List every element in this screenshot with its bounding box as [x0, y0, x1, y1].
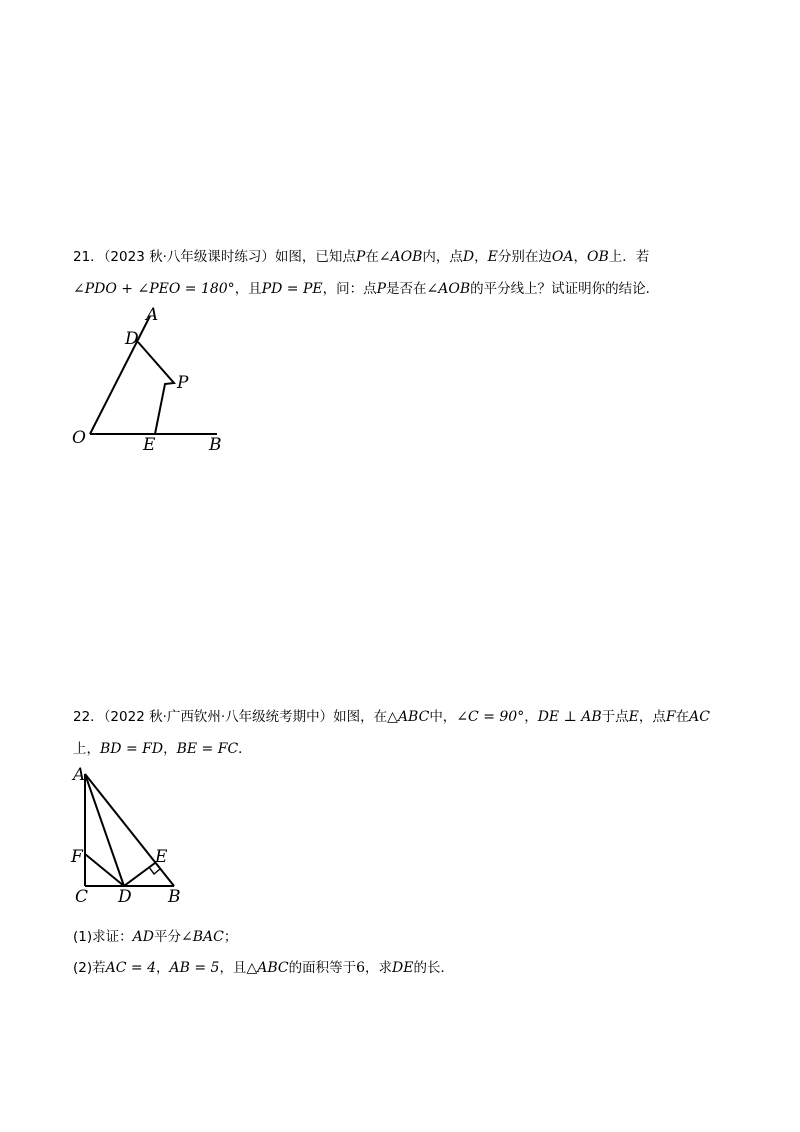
q22-text: 的长． [413, 960, 454, 976]
q21-point-d: D [462, 249, 475, 265]
q22-de-perp-ab: DE ⊥ AB [537, 709, 602, 725]
q22-side-ac: AC [689, 709, 710, 725]
q22-side-ab [85, 774, 174, 886]
q22-text-line-2 [73, 739, 252, 759]
q21-angle-aob: ∠AOB [378, 249, 423, 265]
q21-angle-aob: ∠AOB [426, 281, 471, 297]
q21-text: ，且 [234, 281, 262, 297]
q22-label-c: C [75, 887, 89, 907]
q21-side-oa: OA [551, 249, 574, 265]
q22-number: 22． [73, 709, 104, 725]
q21-text: 内，点 [422, 249, 463, 265]
q22-segment-ad-text: AD [132, 929, 154, 945]
q21-label-d: D [125, 329, 139, 349]
q22-text: ，点 [638, 709, 666, 725]
q22-label-a: A [73, 765, 86, 785]
q22-text: ， [524, 709, 538, 725]
q21-text: ，问：点 [322, 281, 377, 297]
q21-label-a: A [146, 305, 159, 325]
q22-angle-bac: ∠BAC [180, 929, 224, 945]
q22-text-line-1 [73, 707, 710, 727]
q22-text: ， [156, 960, 170, 976]
q21-point-p: P [376, 281, 387, 297]
q21-pd-eq-pe: PD = PE [261, 281, 323, 297]
q22-ac-eq-4: AC = 4 [105, 960, 156, 976]
q21-path-dpe [138, 342, 174, 434]
q22-part-2 [73, 958, 454, 978]
q22-text: ，求 [365, 960, 392, 976]
q22-text: ，且 [219, 960, 247, 976]
q22-segment-de-text: DE [392, 960, 414, 976]
q21-figure [60, 300, 240, 460]
q22-ab-eq-5: AB = 5 [169, 960, 220, 976]
q22-part-2-label: (2)若 [73, 960, 106, 976]
q22-label-d: D [118, 887, 132, 907]
q22-triangle-abc: △ABC [246, 960, 289, 976]
q22-text: 于点 [601, 709, 629, 725]
q22-right-angle-mark [149, 867, 160, 874]
q21-label-p: P [177, 373, 189, 393]
q21-number: 21． [73, 249, 104, 265]
q22-part-1 [73, 927, 237, 947]
q21-text: ， [474, 249, 488, 265]
q22-text: ． [238, 741, 252, 757]
q21-text: 的平分线上？试证明你的结论． [470, 281, 660, 297]
q21-ray-oa [90, 316, 150, 434]
q21-text: ， [573, 249, 587, 265]
q22-text: 上， [73, 741, 100, 757]
q21-label-b: B [209, 435, 222, 455]
q21-angle-sum: ∠PDO + ∠PEO = 180° [73, 281, 235, 297]
q21-side-ob: OB [586, 249, 609, 265]
q21-label-e: E [143, 435, 156, 455]
q21-text-line-2 [73, 279, 659, 299]
q21-text-line-1 [73, 247, 649, 267]
q21-label-o: O [72, 428, 86, 448]
q22-text: 在 [675, 709, 690, 725]
q21-source: （2023 秋·八年级课时练习）如图，已知点 [103, 249, 356, 265]
q22-segment-de [124, 863, 155, 886]
q22-text: ， [163, 741, 177, 757]
q22-text: 的面积等于 [288, 960, 357, 976]
q22-point-e: E [628, 709, 639, 725]
q22-area-six: 6 [356, 960, 365, 976]
q22-text: 中， [429, 709, 457, 725]
q22-be-eq-fc: BE = FC [176, 741, 239, 757]
q21-text: 在 [365, 249, 379, 265]
q22-bd-eq-fd: BD = FD [100, 741, 164, 757]
q21-text: 分别在边 [497, 249, 552, 265]
q21-text: 是否在 [386, 281, 427, 297]
q21-text: 上．若 [608, 249, 650, 265]
q22-figure [60, 762, 200, 912]
q22-triangle-abc: △ABC [387, 709, 430, 725]
q22-text: ； [223, 929, 238, 945]
q22-label-b: B [168, 887, 181, 907]
q22-source: （2022 秋·广西钦州·八年级统考期中）如图，在 [103, 709, 388, 725]
q22-label-f: F [71, 847, 83, 867]
q22-point-f: F [665, 709, 676, 725]
q22-part-1-label: (1)求证： [73, 929, 133, 945]
q22-text: 平分 [153, 929, 181, 945]
q21-point-e: E [487, 249, 498, 265]
q22-angle-c: ∠C = 90° [456, 709, 525, 725]
q21-point-p: P [355, 249, 366, 265]
q22-label-e: E [155, 847, 168, 867]
